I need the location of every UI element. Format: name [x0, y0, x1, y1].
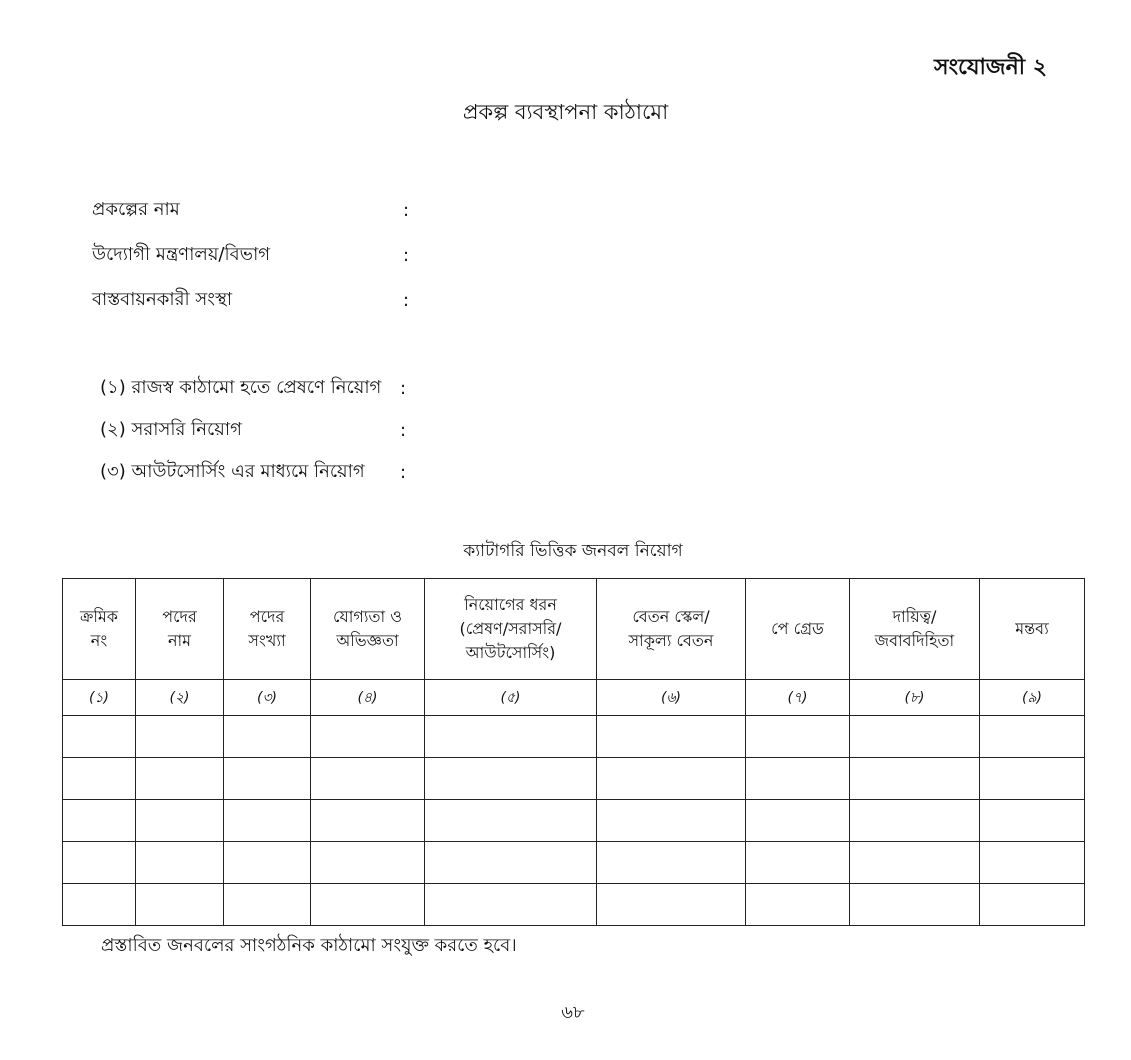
table-cell [850, 758, 980, 800]
table-cell [63, 842, 136, 884]
table-cell [597, 800, 746, 842]
table-title: ক্যাটাগরি ভিত্তিক জনবল নিয়োগ [463, 541, 683, 561]
appointment-label: (২) সরাসরি নিয়োগ [100, 418, 242, 440]
header-remarks: মন্তব্য [980, 579, 1085, 680]
table-cell [850, 884, 980, 926]
table-cell [980, 842, 1085, 884]
column-number: (৩) [224, 680, 311, 716]
appointment-row-deputation [100, 367, 410, 409]
header-pay-grade: পে গ্রেড [746, 579, 850, 680]
table-row [63, 758, 1085, 800]
column-number: (৯) [980, 680, 1085, 716]
table-cell [224, 842, 311, 884]
table-cell [746, 800, 850, 842]
column-number: (৪) [311, 680, 425, 716]
table-cell [136, 842, 224, 884]
table-cell [136, 884, 224, 926]
annex-label: সংযোজনী ২ [934, 55, 1047, 80]
page-title: প্রকল্প ব্যবস্থাপনা কাঠামো [462, 100, 669, 124]
table-row [63, 884, 1085, 926]
appointment-colon: : [400, 461, 407, 483]
table-cell [63, 800, 136, 842]
table-header-row [63, 579, 1085, 680]
footnote: প্রস্তাবিত জনবলের সাংগঠনিক কাঠামো সংযুক্ত করতে হবে। [101, 935, 517, 956]
table-cell [425, 758, 597, 800]
table-cell [980, 800, 1085, 842]
column-number: (৮) [850, 680, 980, 716]
table-cell [311, 800, 425, 842]
header-qualification: যোগ্যতা ও অভিজ্ঞতা [311, 579, 425, 680]
table-row [63, 800, 1085, 842]
column-number-row [63, 680, 1085, 716]
table-cell [980, 716, 1085, 758]
info-row-ministry [92, 233, 413, 278]
page-number: ৬৮ [561, 1002, 585, 1023]
table-row [63, 716, 1085, 758]
appointment-colon: : [400, 419, 407, 441]
table-cell [224, 884, 311, 926]
info-label: উদ্যোগী মন্ত্রণালয়/বিভাগ [92, 244, 271, 265]
header-post-count: পদের সংখ্যা [224, 579, 311, 680]
header-serial: ক্রমিক নং [63, 579, 136, 680]
table-cell [597, 884, 746, 926]
info-label: বাস্তবায়নকারী সংস্থা [92, 289, 233, 310]
table-cell [136, 800, 224, 842]
table-cell [63, 716, 136, 758]
table-cell [425, 842, 597, 884]
table-cell [980, 758, 1085, 800]
table-cell [980, 884, 1085, 926]
appointment-row-outsourcing [100, 451, 410, 493]
column-number: (৬) [597, 680, 746, 716]
appointment-label: (১) রাজস্ব কাঠামো হতে প্রেষণে নিয়োগ [100, 376, 382, 398]
table-row [63, 842, 1085, 884]
info-row-implementing-agency [92, 278, 413, 323]
table-cell [425, 884, 597, 926]
table-cell [850, 800, 980, 842]
manpower-table [62, 578, 1085, 926]
table-cell [850, 842, 980, 884]
info-label: প্রকল্পের নাম [92, 199, 180, 220]
info-colon: : [403, 200, 410, 221]
appointment-type-list [100, 367, 410, 493]
table-cell [425, 800, 597, 842]
table-cell [597, 842, 746, 884]
project-info-fields [92, 188, 413, 323]
appointment-colon: : [400, 377, 407, 399]
table-cell [311, 758, 425, 800]
column-number: (২) [136, 680, 224, 716]
table-cell [136, 758, 224, 800]
table-cell [136, 716, 224, 758]
header-appointment-type: নিয়োগের ধরন (প্রেষণ/সরাসরি/ আউটসোর্সিং) [425, 579, 597, 680]
table-cell [311, 884, 425, 926]
table-cell [746, 842, 850, 884]
table-cell [746, 716, 850, 758]
table-cell [850, 716, 980, 758]
table-cell [224, 800, 311, 842]
table-cell [311, 842, 425, 884]
header-responsibility: দায়িত্ব/ জবাবদিহিতা [850, 579, 980, 680]
header-post-name: পদের নাম [136, 579, 224, 680]
table-cell [597, 716, 746, 758]
column-number: (৭) [746, 680, 850, 716]
table-cell [63, 758, 136, 800]
table-cell [746, 758, 850, 800]
appointment-row-direct [100, 409, 410, 451]
table-cell [311, 716, 425, 758]
info-colon: : [403, 290, 410, 311]
column-number: (৫) [425, 680, 597, 716]
header-pay-scale: বেতন স্কেল/ সাকূল্য বেতন [597, 579, 746, 680]
column-number: (১) [63, 680, 136, 716]
table-cell [746, 884, 850, 926]
appointment-label: (৩) আউটসোর্সিং এর মাধ্যমে নিয়োগ [100, 460, 365, 482]
info-row-project-name [92, 188, 413, 233]
table-cell [224, 716, 311, 758]
info-colon: : [403, 245, 410, 266]
table-cell [63, 884, 136, 926]
table-cell [425, 716, 597, 758]
table-cell [224, 758, 311, 800]
table-cell [597, 758, 746, 800]
